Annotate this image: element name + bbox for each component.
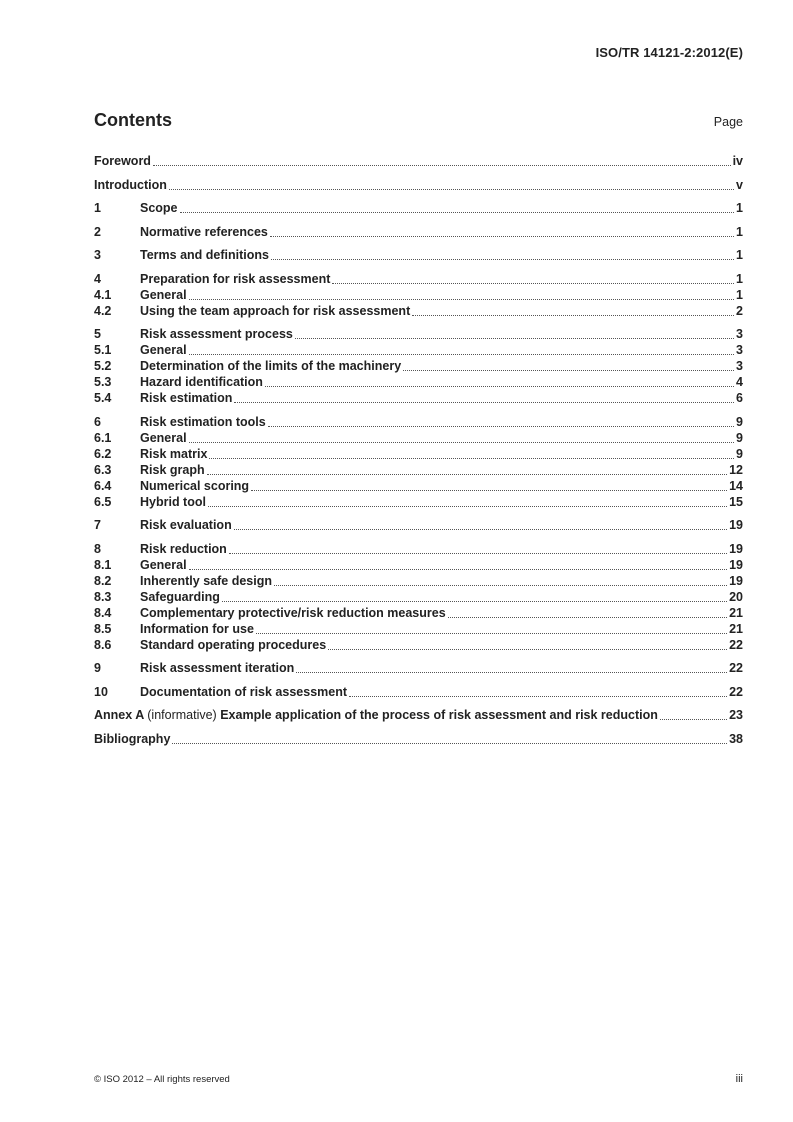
toc-entry-number: 2 [94, 224, 101, 239]
dot-leader [229, 552, 727, 554]
toc-entry[interactable] [94, 446, 743, 462]
dot-leader [256, 632, 727, 634]
toc-entry-page: 23 [729, 708, 743, 722]
toc-entry-label: Risk estimation tools [140, 414, 266, 429]
toc-entry-number: 8.4 [94, 605, 112, 620]
toc-entry[interactable] [94, 557, 743, 573]
dot-leader [234, 401, 734, 403]
dot-leader [172, 742, 727, 744]
toc-entry-page: 20 [729, 589, 743, 604]
dot-leader [328, 648, 727, 650]
toc-entry-page: 2 [736, 303, 743, 318]
toc-entry-label: General [140, 557, 187, 572]
toc-entry-page: 19 [729, 541, 743, 556]
toc-entry-label: Hybrid tool [140, 494, 206, 509]
toc-entry-page: 14 [729, 478, 743, 493]
dot-leader [208, 505, 727, 507]
contents-title: Contents [94, 110, 172, 130]
toc-entry-number: 6.2 [94, 446, 112, 461]
toc-entry-page: 1 [736, 201, 743, 215]
dot-leader [207, 473, 727, 475]
dot-leader [222, 600, 727, 602]
toc-entry-page: 22 [729, 661, 743, 675]
toc-entry-label-prefix: Annex A [94, 708, 144, 722]
toc-entry-label [94, 707, 658, 723]
toc-entry-label: Numerical scoring [140, 478, 250, 493]
dot-leader [234, 528, 727, 530]
dot-leader [332, 282, 734, 284]
toc-entry-label: Risk matrix [140, 446, 208, 461]
dot-leader [268, 425, 734, 427]
dot-leader [403, 369, 734, 371]
dot-leader [153, 164, 731, 166]
toc-entry-number: 8.6 [94, 637, 112, 652]
toc-entry-number: 5.2 [94, 359, 112, 373]
toc-entry-label: Risk reduction [140, 541, 227, 556]
toc-entry-page: 1 [736, 271, 743, 286]
toc-entry-label: Risk estimation [140, 391, 233, 405]
toc-entry-page: 19 [729, 573, 743, 588]
toc-entry-page: 6 [736, 391, 743, 405]
toc-entry[interactable] [94, 414, 743, 430]
toc-entry-number: 3 [94, 248, 101, 262]
toc-entry[interactable] [94, 430, 743, 446]
toc-entry[interactable] [94, 326, 743, 342]
toc-entry-number: 4 [94, 271, 101, 286]
toc-entry-number: 8.2 [94, 573, 112, 588]
toc-entry[interactable] [94, 342, 743, 358]
document-id: ISO/TR 14121-2:2012(E) [595, 45, 743, 60]
dot-leader [209, 457, 734, 459]
toc-entry-label-title: Example application of the process of risk assessment and risk reduction [220, 708, 658, 722]
dot-leader [189, 353, 734, 355]
toc-entry-label: General [140, 287, 187, 302]
toc-entry[interactable] [94, 177, 743, 193]
copyright-notice: © ISO 2012 – All rights reserved [94, 1074, 230, 1085]
dot-leader [660, 718, 727, 720]
toc-entry-number: 5.4 [94, 391, 112, 405]
toc-entry[interactable] [94, 153, 743, 169]
toc-entry-label: General [140, 430, 187, 445]
toc-entry-page: 9 [736, 430, 743, 445]
toc-entry-page: 3 [736, 327, 743, 341]
toc-entry-page: 38 [729, 731, 743, 746]
toc-entry[interactable] [94, 287, 743, 303]
dot-leader [189, 441, 734, 443]
page-column-label: Page [713, 115, 743, 129]
toc-entry[interactable] [94, 605, 743, 621]
dot-leader [189, 298, 734, 300]
toc-entry-number: 4.2 [94, 303, 112, 318]
toc-entry[interactable] [94, 573, 743, 589]
toc-entry-number: 8.1 [94, 557, 112, 572]
dot-leader [270, 235, 734, 237]
dot-leader [412, 314, 734, 316]
toc-entry-label: Documentation of risk assessment [140, 684, 348, 699]
toc-entry-label: Standard operating procedures [140, 637, 327, 652]
toc-entry-number: 4.1 [94, 287, 112, 302]
toc-entry-page: 21 [729, 605, 743, 620]
toc-entry-page: 1 [736, 224, 743, 239]
toc-entry[interactable] [94, 271, 743, 287]
toc-entry-number: 10 [94, 684, 108, 699]
toc-entry-number: 8.5 [94, 621, 112, 636]
dot-leader [296, 671, 727, 673]
toc-entry[interactable] [94, 390, 743, 406]
toc-entry[interactable] [94, 374, 743, 390]
dot-leader [265, 385, 734, 387]
toc-entry[interactable] [94, 731, 743, 747]
toc-entry-label: Using the team approach for risk assessment [140, 303, 411, 318]
toc-entry-label: Complementary protective/risk reduction measures [140, 605, 446, 620]
toc-entry-page: 9 [736, 446, 743, 461]
toc-entry-number: 6.5 [94, 494, 112, 509]
toc-entry[interactable] [94, 684, 743, 700]
toc-entry-number: 6.3 [94, 462, 112, 477]
toc-entry-page: v [736, 177, 743, 192]
toc-entry-page: 19 [729, 518, 743, 532]
toc-entry-page: 19 [729, 557, 743, 572]
toc-entry-number: 6.4 [94, 478, 112, 493]
toc-entry-page: 1 [736, 248, 743, 262]
toc-entry-label: Introduction [94, 177, 167, 192]
dot-leader [295, 337, 734, 339]
toc-entry-number: 8 [94, 541, 101, 556]
toc-entry-page: 22 [729, 637, 743, 652]
dot-leader [271, 258, 734, 260]
dot-leader [169, 188, 734, 190]
toc-entry[interactable] [94, 517, 743, 533]
toc-entry[interactable] [94, 541, 743, 557]
toc-entry[interactable] [94, 200, 743, 216]
dot-leader [251, 489, 727, 491]
toc-entry-number: 5.1 [94, 343, 112, 357]
toc-entry-number: 6.1 [94, 430, 112, 445]
toc-entry-label: Foreword [94, 154, 151, 168]
toc-entry[interactable] [94, 247, 743, 263]
toc-entry-label: Safeguarding [140, 589, 220, 604]
toc-entry[interactable] [94, 621, 743, 637]
toc-entry-label: Information for use [140, 621, 254, 636]
dot-leader [448, 616, 727, 618]
dot-leader [349, 695, 727, 697]
toc-entry-label-qualifier: (informative) [147, 708, 217, 722]
toc-entry-label: Risk evaluation [140, 518, 232, 532]
toc-entry-label: Preparation for risk assessment [140, 271, 331, 286]
toc-entry-page: 3 [736, 343, 743, 357]
toc-entry[interactable] [94, 707, 743, 723]
toc-entry-label: Inherently safe design [140, 573, 272, 588]
dot-leader [180, 211, 735, 213]
toc-entry[interactable] [94, 303, 743, 319]
toc-entry-page: iv [732, 154, 743, 168]
toc-entry-label: Determination of the limits of the machinery [140, 359, 402, 373]
toc-entry[interactable] [94, 660, 743, 676]
toc-entry-page: 15 [729, 494, 743, 509]
toc-entry-label: Terms and definitions [140, 248, 269, 262]
toc-entry-label: Normative references [140, 224, 268, 239]
toc-entry[interactable] [94, 478, 743, 494]
toc-entry-label: General [140, 343, 187, 357]
toc-entry-number: 9 [94, 661, 101, 675]
toc-entry[interactable] [94, 358, 743, 374]
toc-entry-page: 12 [729, 462, 743, 477]
toc-entry-page: 1 [736, 287, 743, 302]
toc-entry-label: Bibliography [94, 731, 171, 746]
toc-entry-page: 9 [736, 414, 743, 429]
toc-entry-label: Risk assessment process [140, 327, 293, 341]
toc-entry-label: Hazard identification [140, 375, 263, 389]
toc-entry[interactable] [94, 637, 743, 653]
toc-entry-page: 21 [729, 621, 743, 636]
toc-entry-number: 5.3 [94, 375, 112, 389]
toc-entry-page: 3 [736, 359, 743, 373]
table-of-contents [94, 153, 743, 747]
contents-header [94, 110, 743, 131]
toc-entry[interactable] [94, 462, 743, 478]
dot-leader [189, 568, 728, 570]
page-number: iii [735, 1073, 743, 1085]
toc-entry[interactable] [94, 494, 743, 510]
toc-entry-label: Risk graph [140, 462, 205, 477]
toc-entry-label: Risk assessment iteration [140, 661, 295, 675]
toc-entry-number: 5 [94, 327, 101, 341]
toc-entry-number: 1 [94, 201, 101, 215]
toc-entry-number: 7 [94, 518, 101, 532]
toc-entry-page: 22 [729, 684, 743, 699]
toc-entry-page: 4 [736, 375, 743, 389]
toc-entry[interactable] [94, 224, 743, 240]
toc-entry-number: 6 [94, 414, 101, 429]
toc-entry-number: 8.3 [94, 589, 112, 604]
dot-leader [274, 584, 727, 586]
toc-entry-label: Scope [140, 201, 178, 215]
toc-entry[interactable] [94, 589, 743, 605]
